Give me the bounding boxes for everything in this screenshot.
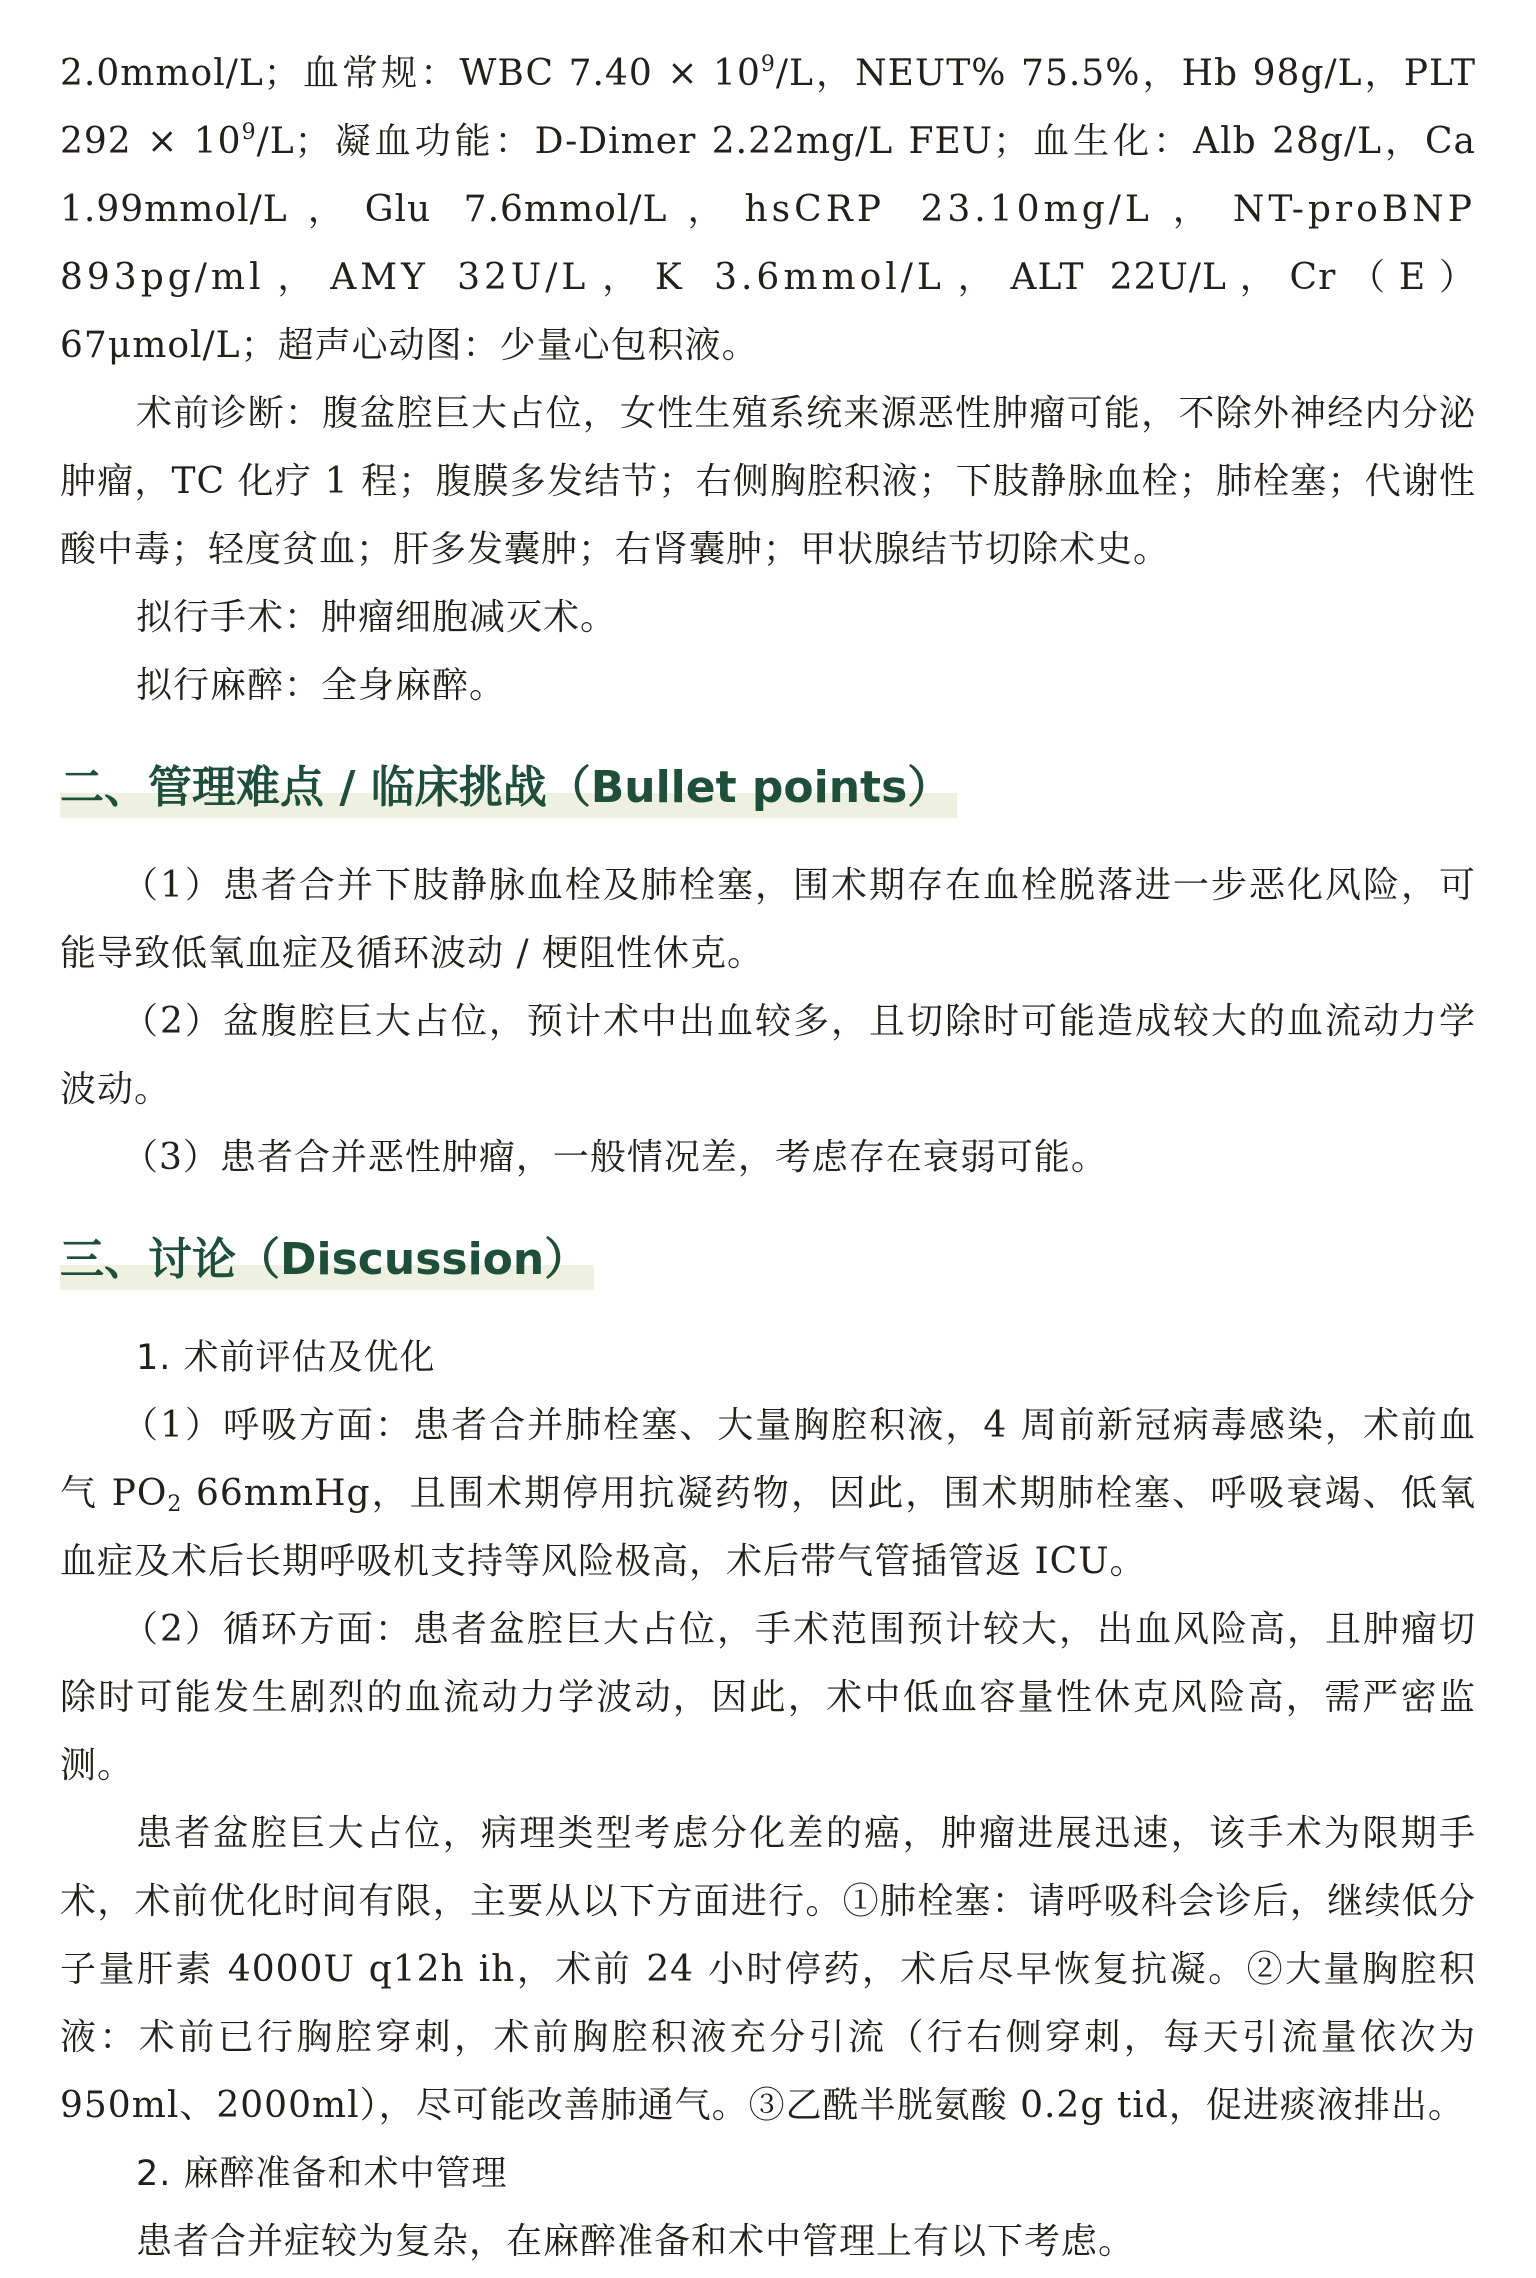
subscript: 2 <box>167 1492 183 1517</box>
lab-text: 2.0mmol/L；血常规：WBC 7.40 × 10 <box>60 53 761 94</box>
lab-results-paragraph <box>60 40 1476 380</box>
lab-text: /L，NEUT% 75.5%，Hb 98g/L，PLT 292 × 10 <box>60 53 1476 162</box>
respiratory-paragraph <box>60 1392 1476 1596</box>
planned-surgery: 拟行手术：肿瘤细胞减灭术。 <box>136 597 618 638</box>
respiratory-text: （1）呼吸方面：患者合并肺栓塞、大量胸腔积液，4 周前新冠病毒感染，术前血气 PO <box>60 1405 1476 1514</box>
challenge-item: （1）患者合并下肢静脉血栓及肺栓塞，围术期存在血栓脱落进一步恶化风险，可能导致低氧血症及循环波动 / 梗阻性休克。 <box>60 865 1476 974</box>
section-heading-challenges: 二、管理难点 / 临床挑战（Bullet points） <box>60 758 957 818</box>
circulation-paragraph: （2）循环方面：患者盆腔巨大占位，手术范围预计较大，出血风险高，且肿瘤切除时可能发生剧烈的血流动力学波动，因此，术中低血容量性休克风险高，需严密监测。 <box>60 1609 1476 1786</box>
preop-diagnosis: 术前诊断：腹盆腔巨大占位，女性生殖系统来源恶性肿瘤可能，不除外神经内分泌肿瘤，TC 化疗 1 程；腹膜多发结节；右侧胸腔积液；下肢静脉血栓；肺栓塞；代谢性酸中毒；轻度贫血；肝多发囊肿；右肾囊肿；甲状腺结节切除术史。 <box>60 393 1476 570</box>
anesthesia-prep-paragraph: 患者合并症较为复杂，在麻醉准备和术中管理上有以下考虑。 <box>136 2221 1136 2262</box>
section-heading-wrapper <box>60 1192 1476 1324</box>
lab-text: hsCRP 23.10mg/L，NT-proBNP 893pg/ml，AMY 32U/L，K 3.6mmol/L， <box>60 189 1476 298</box>
respiratory-text: 66mmHg，且围术期停用抗凝药物，因此，围术期肺栓塞、呼吸衰竭、低氧血症及术后长期呼吸机支持等风险极高，术后带气管插管返 ICU。 <box>60 1473 1476 1582</box>
challenge-item: （3）患者合并恶性肿瘤，一般情况差，考虑存在衰弱可能。 <box>122 1137 1108 1178</box>
subheading-preop-evaluation: 1. 术前评估及优化 <box>136 1338 436 1378</box>
exponent: 9 <box>760 52 776 77</box>
optimization-paragraph: 患者盆腔巨大占位，病理类型考虑分化差的癌，肿瘤进展迅速，该手术为限期手术，术前优化时间有限，主要从以下方面进行。①肺栓塞：请呼吸科会诊后，继续低分子量肝素 4000U q12h ih，术前 24 小时停药，术后尽早恢复抗凝。②大量胸腔积液：术前已行胸腔穿刺，术前胸腔积液充分引流（行右侧穿刺，每天引流量依次为 950ml、2000ml），尽可能改善肺通气。③乙酰半胱氨酸 0.2g tid，促进痰液排出。 <box>60 1813 1476 2126</box>
lab-text: ALT 22U/L，Cr（E）67μmol/L；超声心动图：少量心包积液。 <box>60 257 1477 366</box>
lab-text: /L；凝血功能：D-Dimer 2.22mg/L FEU；血生化：Alb 28g/L，Ca 1.99mmol/L，Glu 7.6mmol/L， <box>60 121 1476 230</box>
section-heading-discussion: 三、讨论（Discussion） <box>60 1230 594 1290</box>
exponent: 9 <box>241 120 257 145</box>
subheading-anesthesia-prep: 2. 麻醉准备和术中管理 <box>136 2154 508 2194</box>
section-heading-wrapper <box>60 720 1476 852</box>
planned-anesthesia: 拟行麻醉：全身麻醉。 <box>136 665 507 706</box>
challenge-item: （2）盆腹腔巨大占位，预计术中出血较多，且切除时可能造成较大的血流动力学波动。 <box>60 1001 1476 1110</box>
